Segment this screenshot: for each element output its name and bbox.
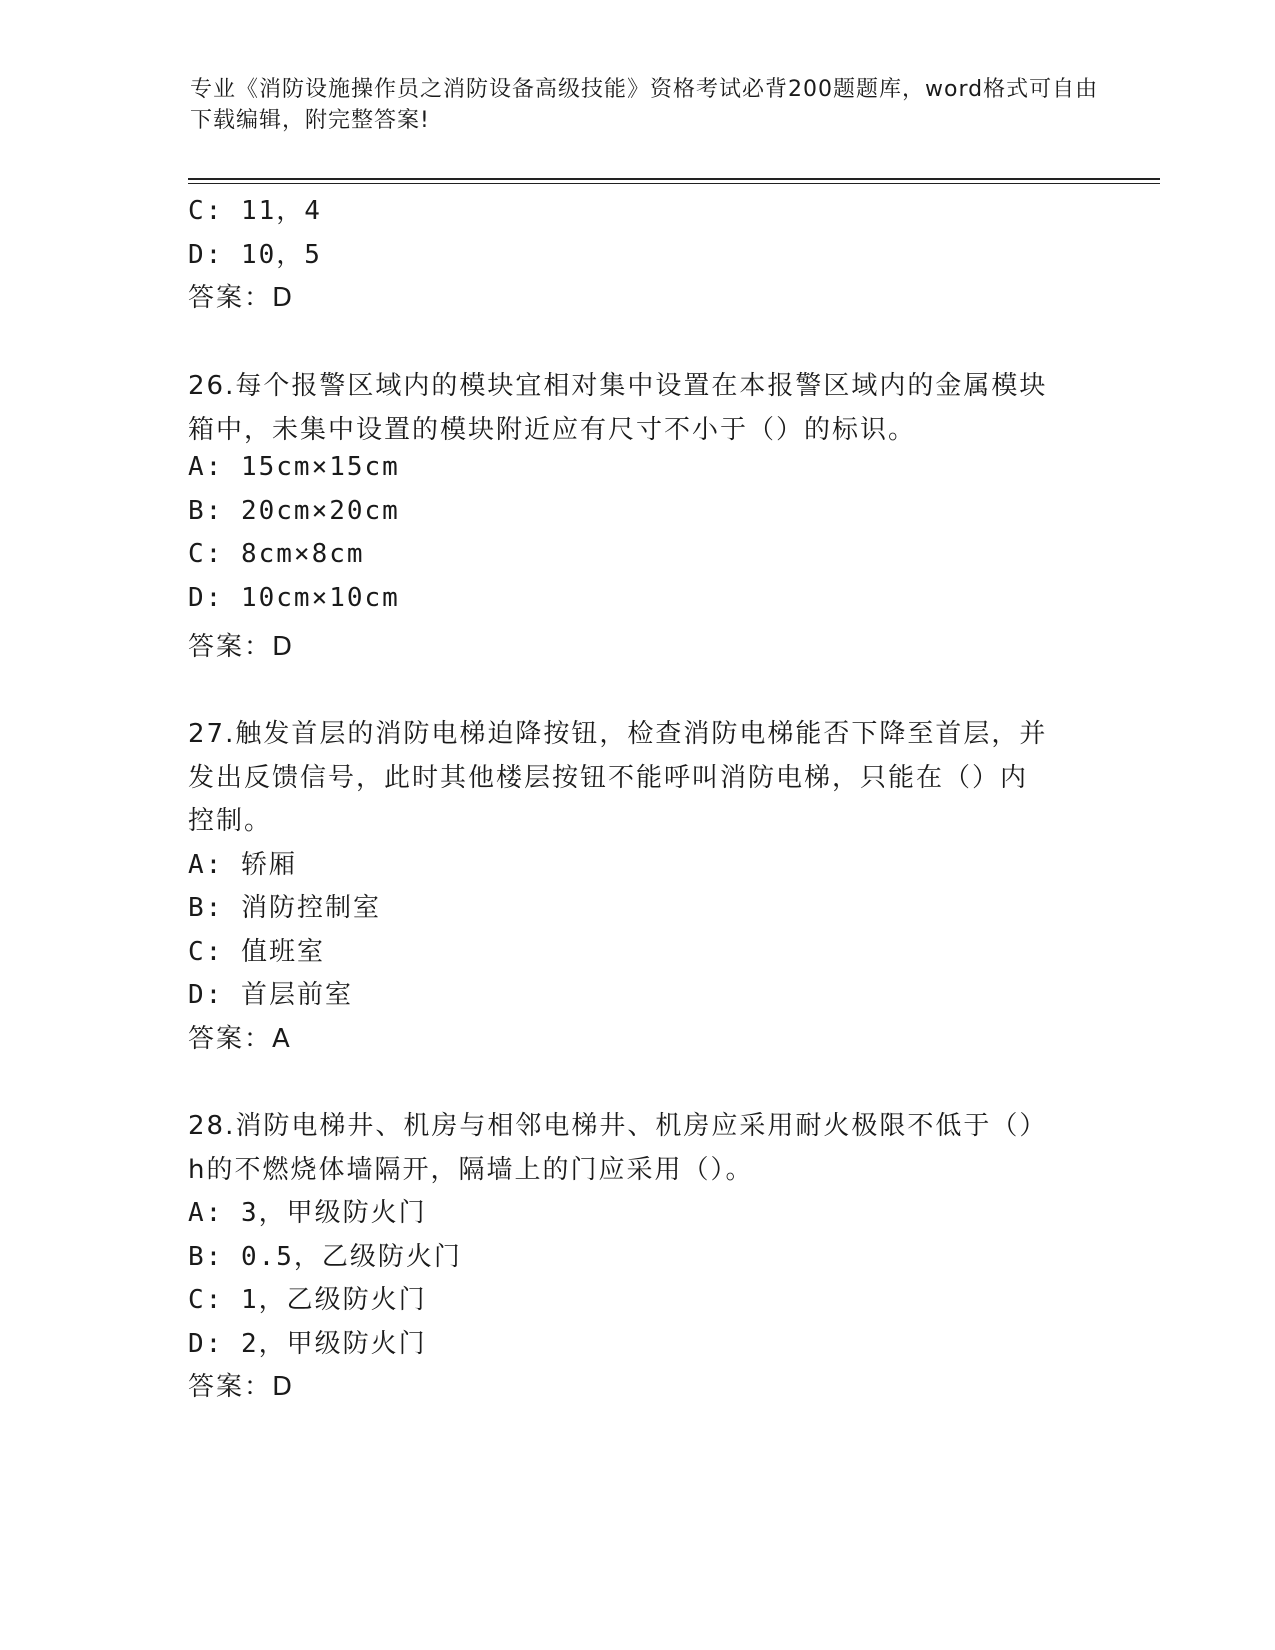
question-stem: 26.每个报警区域内的模块宜相对集中设置在本报警区域内的金属模块: [188, 371, 1048, 401]
header-text: 专业《消防设施操作员之消防设备高级技能》资格考试必背200题题库，word格式可自由下载编辑，附完整答案!: [190, 77, 1099, 133]
answer-line: 答案：D: [188, 632, 295, 662]
option-line: B: 0.5，乙级防火门: [188, 1242, 462, 1272]
question-stem: 箱中，未集中设置的模块附近应有尺寸不小于（）的标识。: [188, 415, 917, 445]
answer-line: 答案：A: [188, 1024, 292, 1054]
answer-line: 答案：D: [188, 1372, 295, 1402]
option-line: D: 10，5: [188, 240, 322, 270]
document-header: [190, 74, 1100, 136]
question-stem: 28.消防电梯井、机房与相邻电梯井、机房应采用耐火极限不低于（）: [188, 1111, 1048, 1141]
header-divider-thin: [188, 183, 1160, 184]
option-line: D: 2，甲级防火门: [188, 1329, 427, 1359]
option-line: C: 1，乙级防火门: [188, 1285, 427, 1315]
question-stem: 发出反馈信号，此时其他楼层按钮不能呼叫消防电梯，只能在（）内: [188, 763, 1029, 793]
option-line: C: 11，4: [188, 196, 322, 226]
option-line: B: 消防控制室: [188, 893, 381, 923]
answer-line: 答案：D: [188, 283, 295, 313]
question-stem: 27.触发首层的消防电梯迫降按钮，检查消防电梯能否下降至首层，并: [188, 719, 1048, 749]
option-line: A: 15cm×15cm: [188, 452, 400, 482]
option-line: A: 3，甲级防火门: [188, 1198, 427, 1228]
option-line: B: 20cm×20cm: [188, 496, 400, 526]
option-line: D: 10cm×10cm: [188, 583, 400, 613]
header-divider: [188, 178, 1160, 180]
option-line: A: 轿厢: [188, 850, 297, 880]
option-line: D: 首层前室: [188, 980, 353, 1010]
question-stem: 控制。: [188, 806, 273, 836]
option-line: C: 值班室: [188, 937, 325, 967]
option-line: C: 8cm×8cm: [188, 539, 365, 569]
question-stem: h的不燃烧体墙隔开，隔墙上的门应采用（）。: [188, 1155, 754, 1185]
